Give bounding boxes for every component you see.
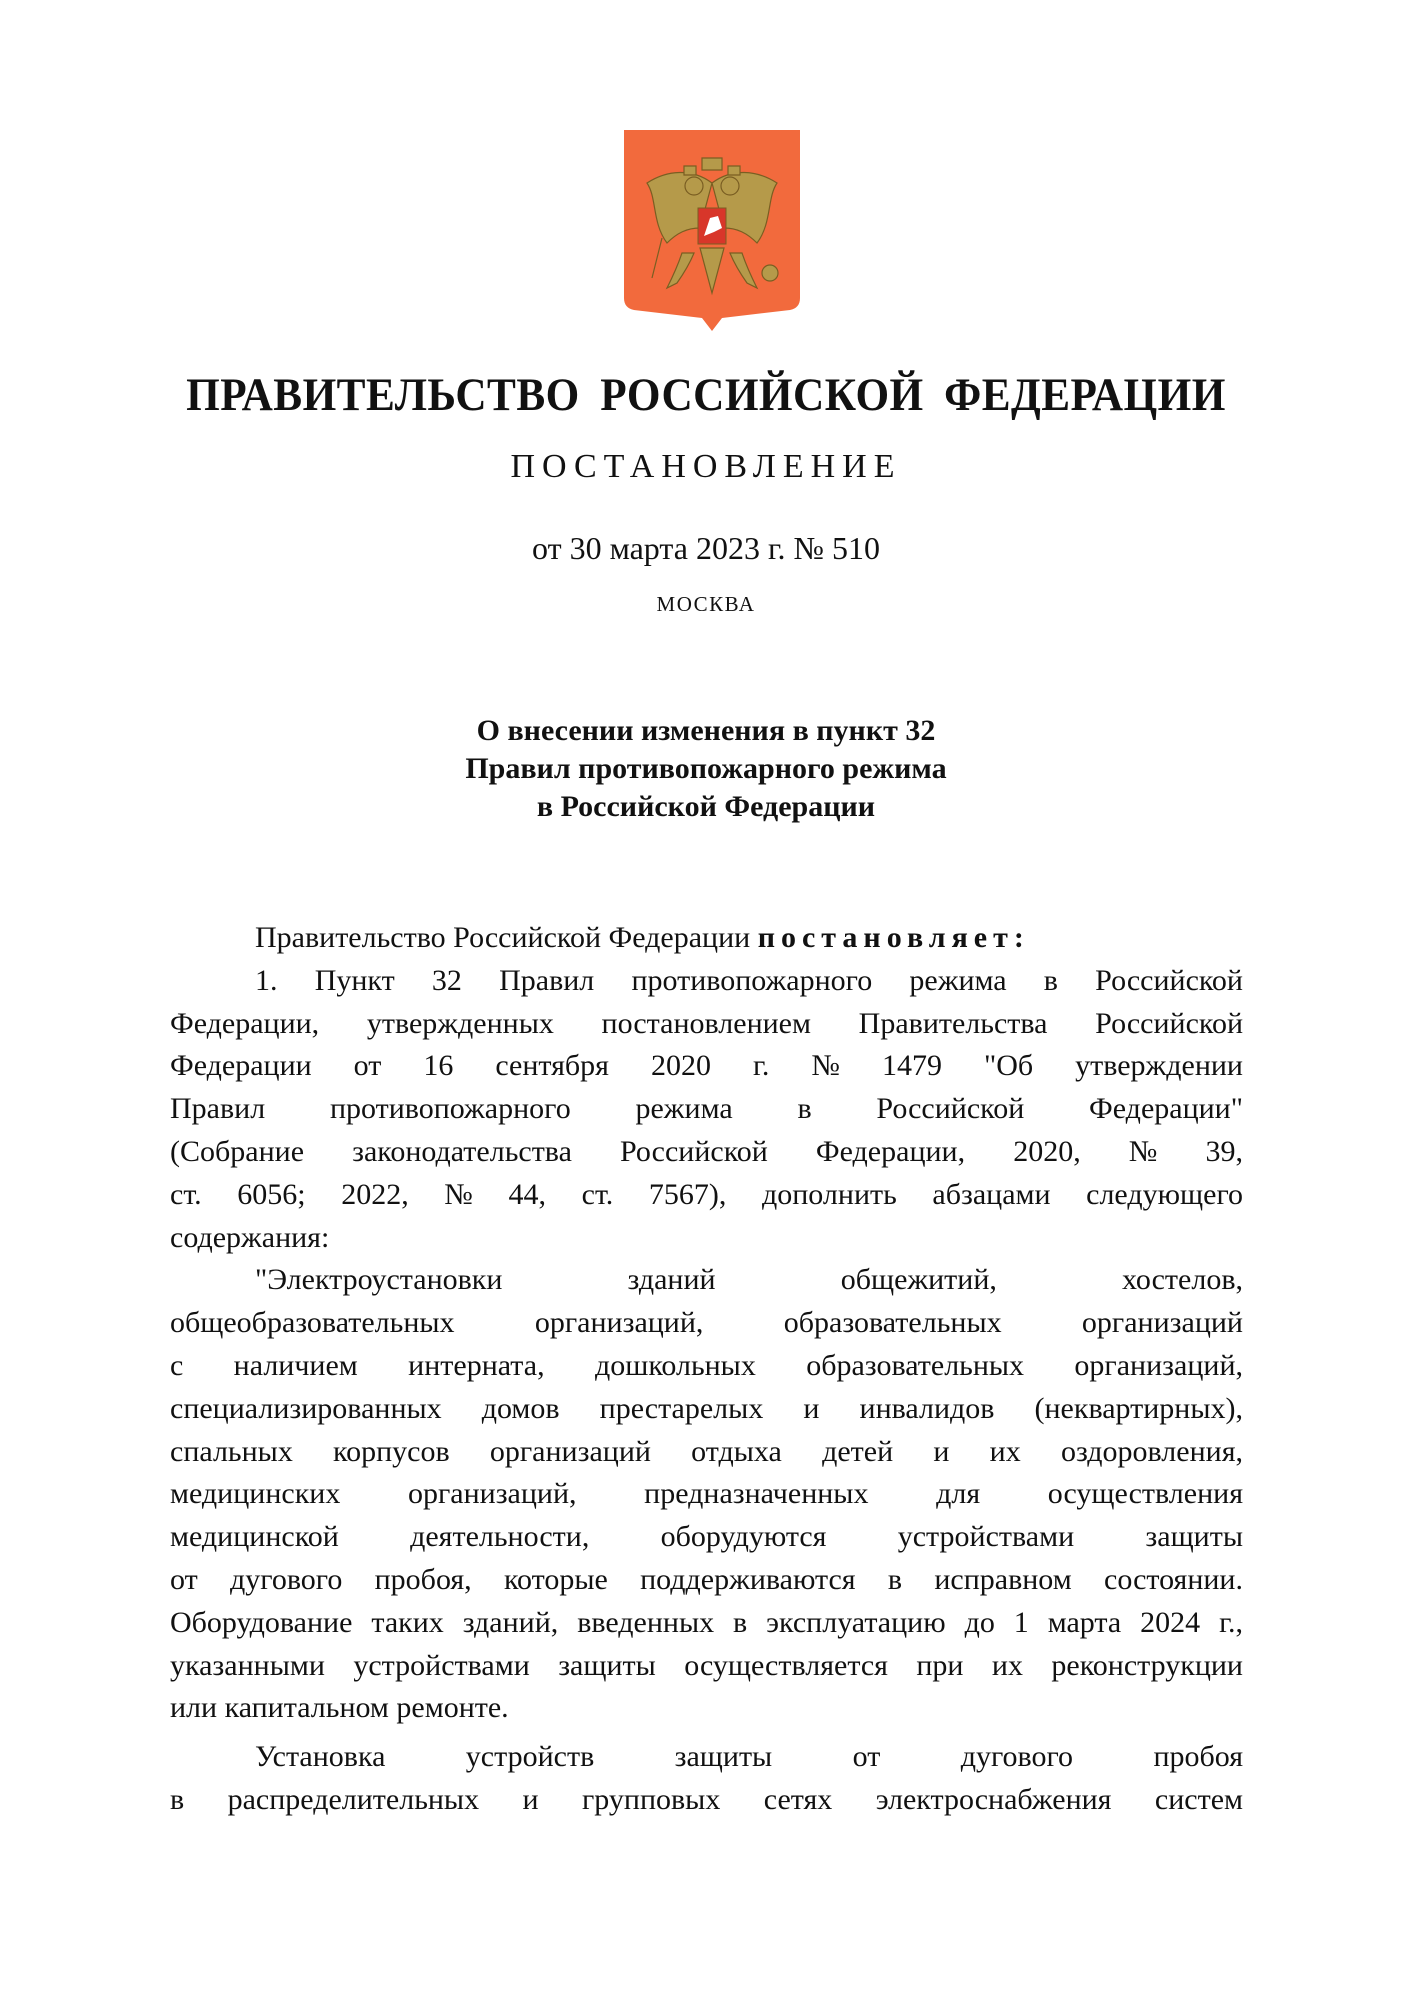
body-line: в распределительных и групповых сетях электроснабжения систем — [170, 1782, 1243, 1816]
body-line: Правил противопожарного режима в Российской Федерации" — [170, 1092, 1243, 1126]
coat-of-arms-icon — [622, 128, 802, 333]
body-line: Федерации, утвержденных постановлением Правительства Российской — [170, 1006, 1243, 1040]
document-city: МОСКВА — [656, 592, 756, 616]
body-line: медицинской деятельности, оборудуются устройствами защиты — [170, 1520, 1243, 1554]
body-line: (Собрание законодательства Российской Федерации, 2020, № 39, — [170, 1134, 1243, 1168]
body-line: общеобразовательных организаций, образовательных организаций — [170, 1306, 1243, 1340]
body-line: "Электроустановки зданий общежитий, хостелов, — [255, 1263, 1243, 1297]
body-line: медицинских организаций, предназначенных для осуществления — [170, 1477, 1243, 1511]
body-line: специализированных домов престарелых и инвалидов (неквартирных), — [170, 1391, 1243, 1425]
body-line: Установка устройств защиты от дугового пробоя — [255, 1740, 1243, 1774]
body-line: спальных корпусов организаций отдыха детей и их оздоровления, — [170, 1434, 1243, 1468]
body-line: содержания: — [170, 1220, 330, 1254]
government-name: ПРАВИТЕЛЬСТВО РОССИЙСКОЙ ФЕДЕРАЦИИ — [186, 369, 1226, 421]
body-line: от дугового пробоя, которые поддерживаются в исправном состоянии. — [170, 1562, 1243, 1596]
document-date-number: от 30 марта 2023 г. № 510 — [532, 530, 880, 566]
title-line: О внесении изменения в пункт 32 — [476, 714, 936, 747]
preamble-text: Правительство Российской Федерации — [255, 921, 758, 954]
document-body — [170, 917, 1243, 1822]
title-line: в Российской Федерации — [536, 790, 876, 823]
document-kind: ПОСТАНОВЛЕНИЕ — [510, 448, 902, 485]
body-line: или капитальном ремонте. — [170, 1691, 509, 1725]
preamble — [170, 917, 1243, 960]
body-line: 1. Пункт 32 Правил противопожарного режима в Российской — [255, 963, 1243, 997]
preamble-emphasis: постановляет: — [757, 921, 1030, 954]
title-line: Правил противопожарного режима — [465, 752, 947, 785]
body-line: Оборудование таких зданий, введенных в эксплуатацию до 1 марта 2024 г., — [170, 1605, 1243, 1639]
document-title — [0, 712, 1412, 826]
body-line: Федерации от 16 сентября 2020 г. № 1479 "Об утверждении — [170, 1049, 1243, 1083]
body-line: указанными устройствами защиты осуществляется при их реконструкции — [170, 1648, 1243, 1682]
body-line: с наличием интерната, дошкольных образовательных организаций, — [170, 1348, 1243, 1382]
body-line: ст. 6056; 2022, № 44, ст. 7567), дополнить абзацами следующего — [170, 1177, 1243, 1211]
